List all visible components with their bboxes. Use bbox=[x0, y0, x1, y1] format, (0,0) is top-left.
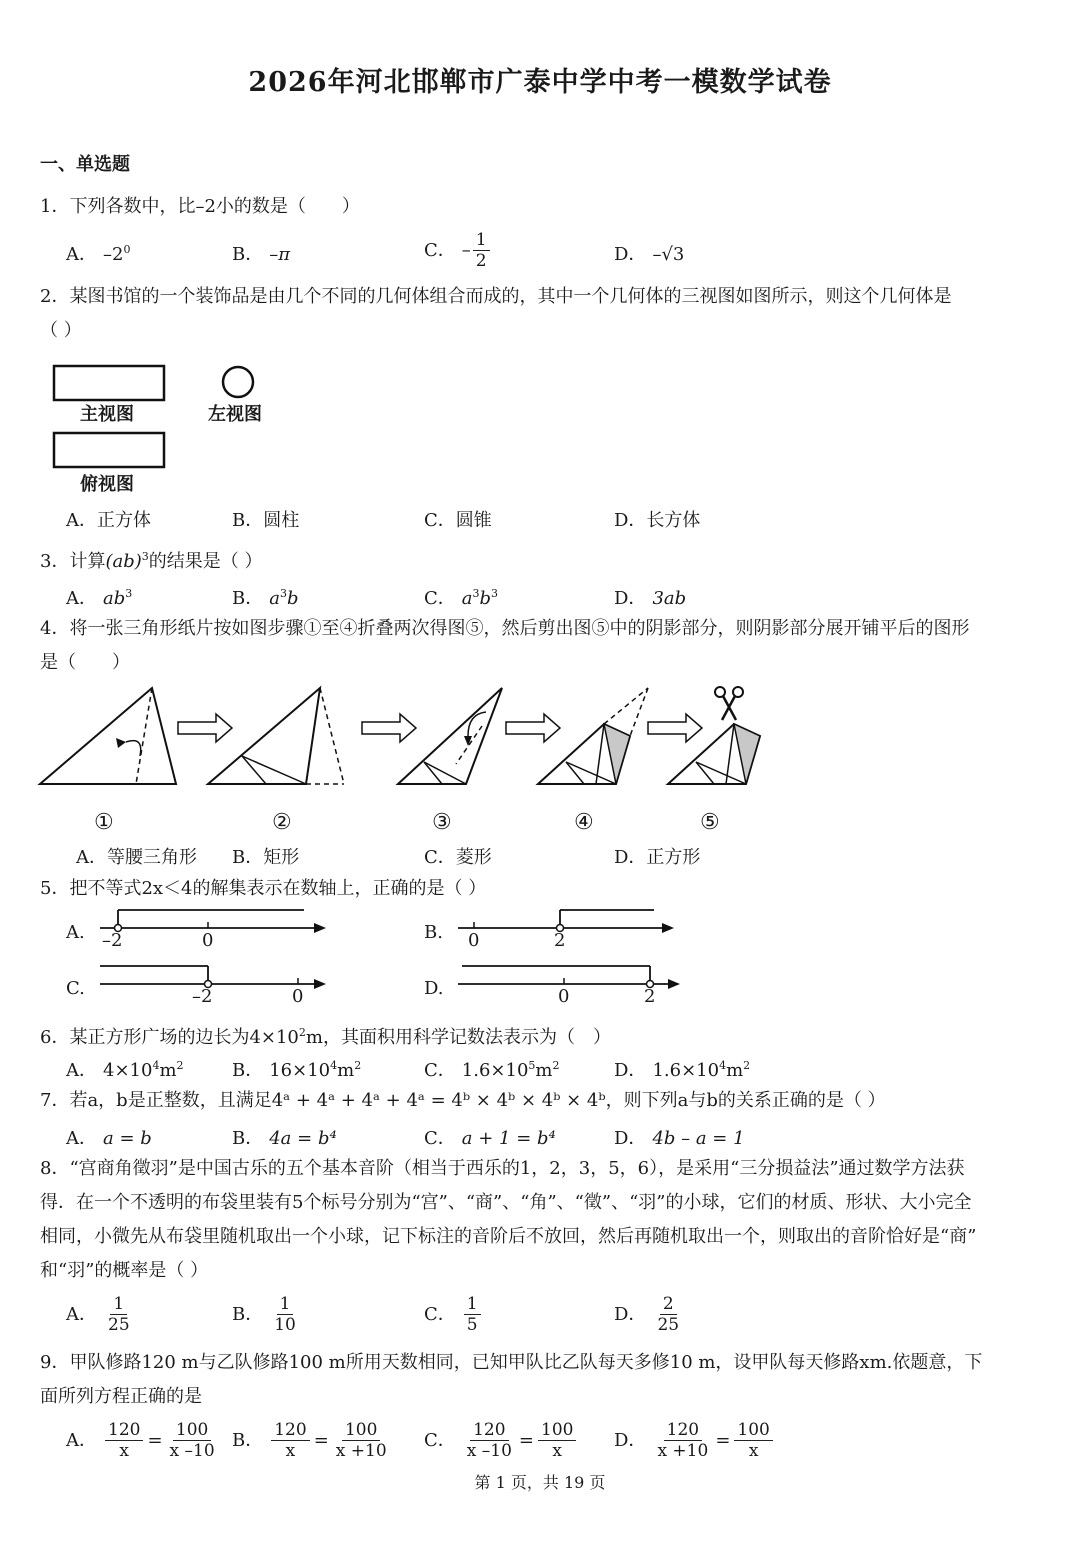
section-heading: 一、单选题 bbox=[40, 154, 130, 175]
step1-arrow-head bbox=[116, 738, 126, 748]
top-view-rect bbox=[54, 433, 164, 467]
question-4-stem-line2: 是（ ） bbox=[40, 652, 130, 673]
question-9-line1: 9．甲队修路120 m与乙队修路100 m所用天数相同，已知甲队比乙队每天多修10 m，设甲队每天修路xm.依题意，下 bbox=[40, 1352, 983, 1373]
step-5-label: ⑤ bbox=[700, 810, 720, 835]
q9-option-d[interactable]: D． $\frac{120}{x +10}$ = $\frac{100}{x}$ bbox=[614, 1420, 775, 1461]
arrow-2 bbox=[362, 714, 416, 742]
question-1-stem: 1．下列各数中，比–2小的数是（ ） bbox=[40, 196, 360, 217]
folding-steps-figure bbox=[36, 684, 776, 834]
q1-option-a[interactable]: A． $-2^0$ bbox=[66, 243, 131, 265]
question-6-stem: 6．某正方形广场的边长为$4\times 10^2m$，其面积用科学记数法表示为（ ） bbox=[40, 1026, 611, 1048]
q2-option-b[interactable]: B．圆柱 bbox=[232, 510, 300, 531]
q5-numberline-b: 0 2 bbox=[454, 904, 694, 954]
step2-triangle bbox=[208, 688, 320, 784]
step4-shaded bbox=[604, 724, 630, 784]
q6-option-b[interactable]: B． $16\times 10^4m^2$ bbox=[232, 1059, 362, 1081]
q8-option-c[interactable]: C． $\frac{1}{5}$ bbox=[424, 1294, 483, 1335]
q4-option-b[interactable]: B．矩形 bbox=[232, 847, 300, 868]
q2-option-c[interactable]: C．圆锥 bbox=[424, 510, 492, 531]
q8-option-a[interactable]: A． $\frac{1}{25}$ bbox=[66, 1294, 130, 1335]
question-7-stem: 7．若a，b是正整数，且满足4ᵃ + 4ᵃ + 4ᵃ + 4ᵃ = 4ᵇ × 4ᵇ × 4ᵇ × 4ᵇ，则下列a与b的关系正确的是（ ） bbox=[40, 1090, 886, 1111]
question-3-stem: 3．计算(ab)$^3$的结果是（ ） bbox=[40, 550, 263, 572]
q7-option-d[interactable]: D． 4b – a = 1 bbox=[614, 1128, 745, 1149]
step1-fold-line bbox=[136, 688, 152, 784]
q4-option-a[interactable]: A．等腰三角形 bbox=[76, 847, 197, 868]
question-9-line2: 面所列方程正确的是 bbox=[40, 1386, 202, 1407]
q7-option-c[interactable]: C． a + 1 = b⁴ bbox=[424, 1128, 556, 1149]
q5-label-b[interactable]: B. bbox=[424, 922, 443, 943]
q3-option-c[interactable]: C． $a^3b^3$ bbox=[424, 587, 499, 609]
q2-option-a[interactable]: A．正方体 bbox=[66, 510, 151, 531]
page-title: 2026年河北邯郸市广泰中学中考一模数学试卷 bbox=[248, 67, 832, 98]
step-4-label: ④ bbox=[574, 810, 594, 835]
q4-option-c[interactable]: C．菱形 bbox=[424, 847, 492, 868]
scissors-icon bbox=[712, 684, 748, 724]
q8-option-b[interactable]: B． $\frac{1}{10}$ bbox=[232, 1294, 296, 1335]
q3-option-b[interactable]: B． $a^3b$ bbox=[232, 587, 299, 609]
front-view-rect bbox=[54, 366, 164, 400]
q2-option-d[interactable]: D．长方体 bbox=[614, 510, 701, 531]
question-8-line1: 8．“宫商角徵羽”是中国古乐的五个基本音阶（相当于西乐的1，2，3，5，6），是采用“三分损益法”通过数学方法获 bbox=[40, 1158, 965, 1179]
three-view-figure bbox=[50, 360, 290, 500]
q5-label-a[interactable]: A. bbox=[66, 922, 85, 943]
question-8-line2: 得．在一个不透明的布袋里装有5个标号分别为“宫”、“商”、“角”、“徵”、“羽”的小球，它们的材质、形状、大小完全 bbox=[40, 1192, 972, 1213]
arrow-3 bbox=[506, 714, 560, 742]
q7-option-b[interactable]: B． 4a = b⁴ bbox=[232, 1128, 337, 1149]
q5-label-c[interactable]: C. bbox=[66, 978, 85, 999]
step5-shaded bbox=[734, 724, 760, 784]
question-2-stem-line1: 2．某图书馆的一个装饰品是由几个不同的几何体组合而成的，其中一个几何体的三视图如图所示，则这个几何体是 bbox=[40, 286, 952, 307]
step1-triangle bbox=[40, 688, 176, 784]
q6-option-a[interactable]: A． $4\times 10^4m^2$ bbox=[66, 1059, 184, 1081]
q9-option-a[interactable]: A． $\frac{120}{x}$ = $\frac{100}{x -10}$ bbox=[66, 1420, 215, 1461]
left-view-circle bbox=[223, 367, 253, 397]
step3-fold-line bbox=[456, 726, 482, 764]
question-5-stem: 5．把不等式2x＜4的解集表示在数轴上，正确的是（ ） bbox=[40, 878, 487, 899]
front-view-label: 主视图 bbox=[80, 404, 134, 425]
q9-option-b[interactable]: B． $\frac{120}{x}$ = $\frac{100}{x +10}$ bbox=[232, 1420, 387, 1461]
step-3-label: ③ bbox=[432, 810, 452, 835]
q6-option-d[interactable]: D． $1.6\times 10^4m^2$ bbox=[614, 1059, 751, 1081]
top-view-label: 俯视图 bbox=[80, 474, 134, 495]
step2-dashed-edge bbox=[320, 688, 344, 784]
arrow-4 bbox=[648, 714, 702, 742]
q8-option-d[interactable]: D． $\frac{2}{25}$ bbox=[614, 1294, 680, 1335]
q3-option-a[interactable]: A． $ab^3$ bbox=[66, 587, 133, 609]
q1-option-c[interactable]: C． – $\frac{1}{2}$ bbox=[424, 230, 492, 271]
q9-option-c[interactable]: C． $\frac{120}{x -10}$ = $\frac{100}{x}$ bbox=[424, 1420, 578, 1461]
fraction: $\frac{1}{2}$ bbox=[473, 230, 490, 271]
q1-option-d[interactable]: D． –√3 bbox=[614, 244, 685, 265]
q7-option-a[interactable]: A． a = b bbox=[66, 1128, 152, 1149]
q5-numberline-a: –2 0 bbox=[96, 904, 336, 954]
q5-numberline-d: 0 2 bbox=[454, 960, 694, 1010]
step1-fold-arrow bbox=[126, 741, 141, 756]
left-view-label: 左视图 bbox=[208, 404, 262, 425]
step-1-label: ① bbox=[94, 810, 114, 835]
question-8-line4: 和“羽”的概率是（ ） bbox=[40, 1260, 209, 1281]
question-2-stem-line2: （ ） bbox=[40, 320, 82, 341]
q4-option-d[interactable]: D．正方形 bbox=[614, 847, 701, 868]
arrow-1 bbox=[178, 714, 232, 742]
q1-option-b[interactable]: B． –π bbox=[232, 244, 291, 265]
step-2-label: ② bbox=[272, 810, 292, 835]
folding-steps-drawing bbox=[36, 684, 776, 794]
q6-option-c[interactable]: C． $1.6\times 10^5m^2$ bbox=[424, 1059, 560, 1081]
question-8-line3: 相同，小微先从布袋里随机取出一个小球，记下标注的音阶后不放回，然后再随机取出一个，则取出的音阶恰好是“商” bbox=[40, 1226, 977, 1247]
q5-numberline-c: –2 0 bbox=[96, 960, 336, 1010]
q5-label-d[interactable]: D. bbox=[424, 978, 444, 999]
page-footer: 第 1 页，共 19 页 bbox=[474, 1473, 606, 1492]
q3-option-d[interactable]: D． 3ab bbox=[614, 588, 687, 609]
question-4-stem-line1: 4．将一张三角形纸片按如图步骤①至④折叠两次得图⑤，然后剪出图⑤中的阴影部分，则阴影部分展开铺平后的图形 bbox=[40, 618, 970, 639]
step3-triangle bbox=[398, 688, 502, 784]
